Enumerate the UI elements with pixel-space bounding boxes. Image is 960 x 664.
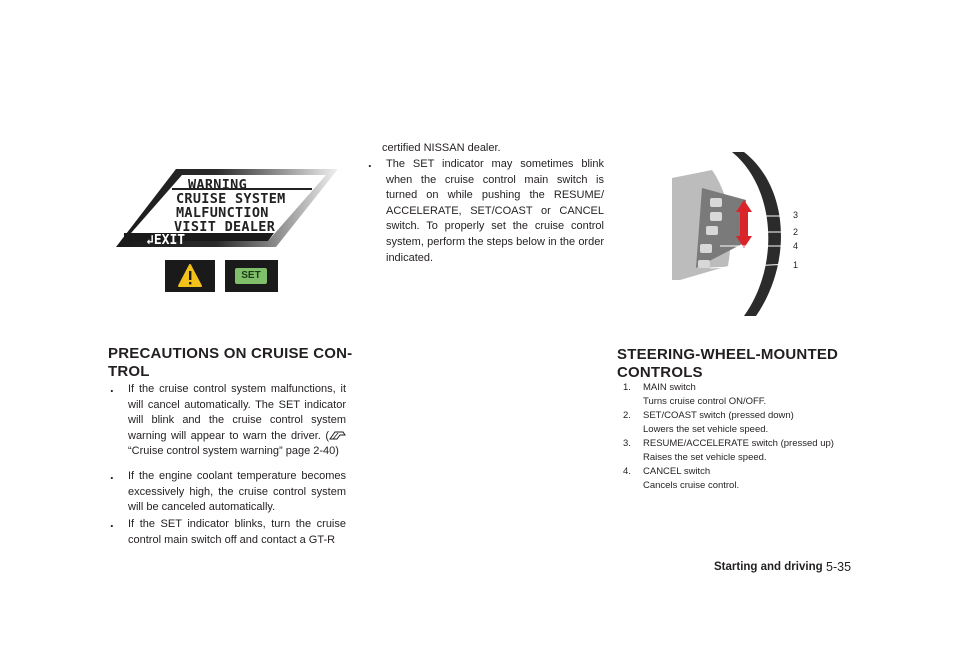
- warning-line-1: CRUISE SYSTEM: [176, 191, 286, 207]
- callout-1: 1: [793, 260, 799, 270]
- list-item: . If the SET indicator blinks, turn the cruise control main switch off and contact a GT-R: [110, 515, 346, 546]
- book-reference-icon: [329, 430, 346, 440]
- list-item: . If the cruise control system malfunctions, it will cancel automatically. The SET indicator will blink and the cruise control system warning will appear to warn the driver. (“Cruise control system warning” page 2-40): [110, 380, 346, 458]
- callout-2: 2: [793, 227, 799, 237]
- master-warning-indicator: [165, 260, 215, 292]
- enter-arrow-icon: ↲: [146, 233, 154, 248]
- callout-4: 4: [793, 241, 799, 251]
- section-heading-precautions: PRECAUTIONS ON CRUISE CON- TROL: [108, 345, 353, 380]
- list-item: . If the engine coolant temperature becomes excessively high, the cruise control system will be canceled automatically.: [110, 467, 346, 514]
- set-indicator-label: SET: [235, 268, 267, 284]
- set-indicator: [225, 260, 278, 292]
- warning-line-3: VISIT DEALER: [174, 219, 276, 235]
- callout-3: 3: [793, 210, 799, 220]
- warning-line-2: MALFUNCTION: [176, 205, 269, 221]
- bullet-continuation: certified NISSAN dealer.: [382, 142, 501, 154]
- warning-title: WARNING: [188, 177, 247, 193]
- footer-section-title: Starting and driving: [714, 561, 823, 573]
- steering-wheel-controls-illustration: [672, 148, 812, 318]
- steering-wheel-icon: [672, 148, 812, 318]
- section-heading-steering-controls: STEERING-WHEEL-MOUNTED CONTROLS: [617, 346, 839, 381]
- exit-label: ↲EXIT: [146, 233, 186, 248]
- page-number: 5-35: [826, 560, 852, 574]
- warning-triangle-icon: [165, 260, 215, 292]
